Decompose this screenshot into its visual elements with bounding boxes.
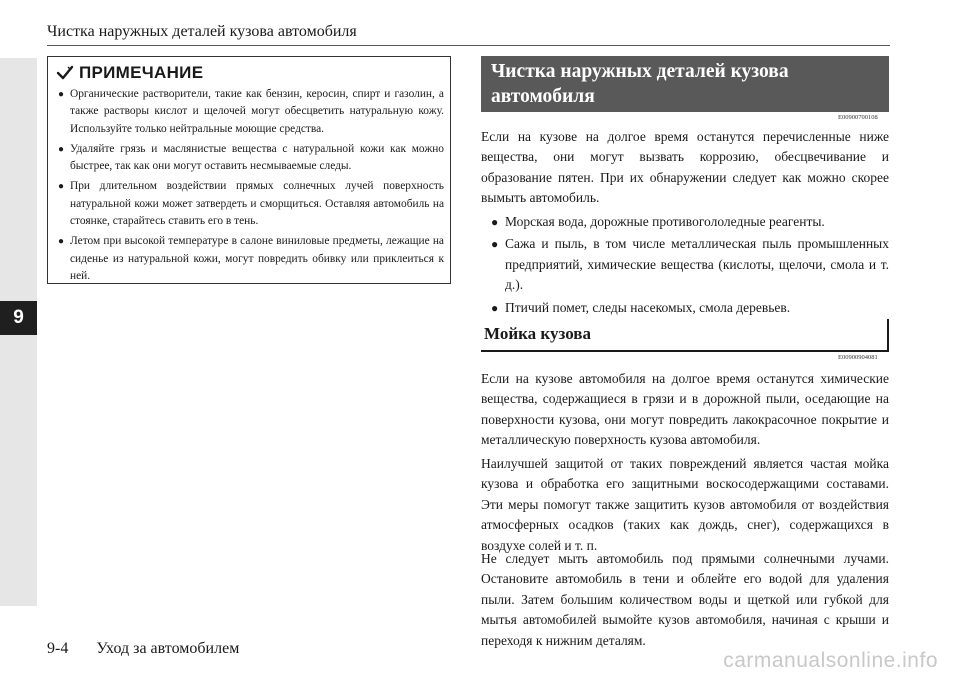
subsection-paragraph: Не следует мыть автомобиль под прямыми солнечными лучами. Остановите автомобиль в тени и облейте его водой для удаления пыли. Затем большим количеством воды и щеткой или губкой для мытья автомобилей вымойте кузов автомобиля, начиная с крыши и переходя к нижним деталям. [481, 551, 889, 648]
bullet-icon: ● [491, 215, 499, 229]
section-title-banner: Чистка наружных деталей кузова автомобиля [481, 56, 889, 112]
footer-chapter-title: Уход за автомобилем [96, 640, 240, 657]
note-item [56, 178, 444, 230]
page-number: 9-4 [47, 640, 69, 657]
note-list [56, 86, 444, 285]
note-item-text: Удаляйте грязь и маслянистые вещества с натуральной кожи как можно быстрее, так как они могут оставить несмываемые следы. [70, 142, 444, 173]
contaminants-list [491, 212, 889, 320]
note-item [56, 86, 444, 138]
list-item-text: Сажа и пыль, в том числе металлическая пыль промышленных предприятий, химические вещества (кислоты, щелочи, смола и т. д.). [505, 236, 889, 293]
section-intro: Если на кузове на долгое время останутся перечисленные ниже вещества, они могут вызвать коррозию, обесцвечивание и образование пятен. При их обнаружении следует как можно скорее вымыть автомобиль. [481, 129, 889, 206]
list-item-text: Птичий помет, следы насекомых, смола деревьев. [505, 299, 791, 315]
list-item [491, 212, 889, 232]
bullet-icon: ● [58, 181, 65, 193]
bullet-icon: ● [58, 89, 65, 100]
chapter-tab-number: 9 [0, 301, 37, 335]
list-item-text: Морская вода, дорожные противогололедные реагенты. [505, 214, 825, 229]
subsection-paragraph: Если на кузове автомобиля на долгое время останутся химические вещества, содержащиеся в грязи и в дорожной пыли, оседающие на поверхности кузова, они могут повредить лакокрасочное покрытие и металлическую поверхность кузова автомобиля. [481, 371, 889, 448]
subsection-heading [481, 319, 889, 352]
note-item-text: Органические растворители, такие как бензин, керосин, спирт и газолин, а также растворы кислот и щелочей могут обесцветить натуральную кожу. Используйте только нейтральные моющие средства. [70, 88, 444, 135]
running-header-title: Чистка наружных деталей кузова автомобиля [47, 23, 357, 40]
heading-rule-tick [887, 319, 889, 352]
header-divider [47, 45, 890, 46]
bullet-icon: ● [58, 236, 65, 248]
bullet-icon: ● [491, 237, 499, 252]
note-item [56, 141, 444, 176]
note-item-text: При длительном воздействии прямых солнечных лучей поверхность натуральной кожи может затвердеть и сморщиться. Оставляя автомобиль на стоянке, старайтесь ставить его в тень. [70, 180, 444, 228]
list-item [491, 234, 889, 295]
list-item [491, 298, 889, 318]
subsection-paragraph: Наилучшей защитой от таких повреждений является частая мойка кузова и обработка его защитными воскосодержащими составами. Эти меры помогут также защитить кузов автомобиля от воздействия атмосферных осадков (таких как дождь, снег), содержащихся в воздухе солей и т. п. [481, 456, 889, 553]
bullet-icon: ● [491, 300, 499, 315]
note-item-text: Летом при высокой температуре в салоне виниловые предметы, лежащие на сиденье из натуральной кожи, могут повредить обивку или приклеиться к ней. [70, 235, 444, 282]
pencil-check-icon [56, 64, 74, 82]
note-title: ПРИМЕЧАНИЕ [79, 63, 204, 82]
subsection-code: E00900904081 [838, 354, 878, 361]
note-header [56, 63, 444, 83]
watermark: carmanualsonline.info [723, 649, 938, 672]
page-footer [47, 640, 239, 658]
note-item [56, 233, 444, 285]
subsection-title: Мойка кузова [484, 324, 591, 343]
section-code: E00900700108 [838, 114, 878, 121]
bullet-icon: ● [58, 143, 65, 155]
note-box [47, 56, 451, 284]
